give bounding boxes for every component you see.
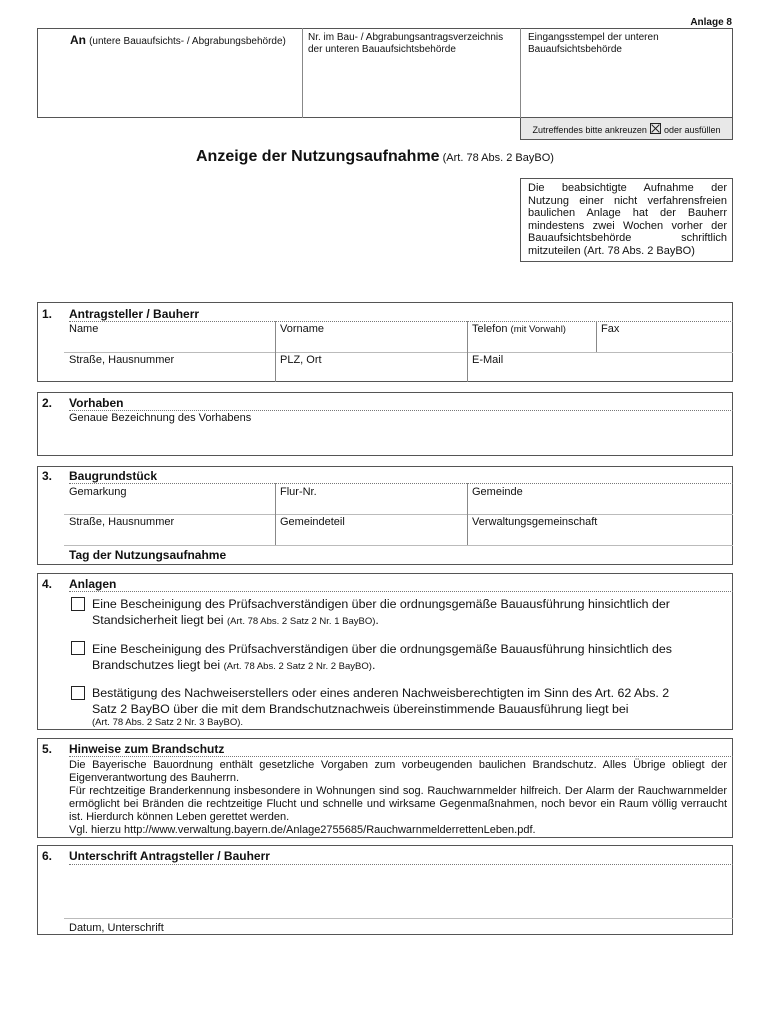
email-field[interactable]: E-Mail (472, 354, 504, 366)
register-number-label: Nr. im Bau- / Abgrabungsantragsverzeichnis der unteren Bauaufsichtsbehörde (308, 32, 504, 55)
anlage-nachweis-checkbox[interactable] (71, 686, 85, 700)
crossed-checkbox-icon (650, 123, 661, 134)
instruction-text (520, 123, 733, 135)
brandschutz-notes (69, 759, 727, 837)
signature-field[interactable]: Datum, Unterschrift (69, 922, 164, 934)
grundstueck-strasse-field[interactable]: Straße, Hausnummer (69, 516, 175, 528)
section-2-title: Vorhaben (69, 396, 124, 410)
anlage-text: Brandschutzes liegt bei (92, 658, 221, 672)
recipient-field[interactable] (70, 33, 286, 47)
anlage-text: Standsicherheit liegt bei (92, 613, 224, 627)
section-3-row-divider (64, 514, 733, 515)
brandschutz-note-2: Für rechtzeitige Branderkennung insbesondere in Wohnungen sind sog. Rauchwarnmelder hilfreich. Der Alarm der Rauchwarnmelder ermöglicht bei Bränden die rechtzeitige Flucht und schnelle und wirksame Gegenmaßnahmen, noch bevor ein Raum völlig verraucht ist. Hierdurch können Leben gerettet werden. (69, 785, 727, 823)
strasse-field[interactable]: Straße, Hausnummer (69, 354, 175, 366)
section-1-title: Antragsteller / Bauherr (69, 307, 200, 321)
anlage-ref: (Art. 78 Abs. 2 Satz 2 Nr. 3 BayBO). (92, 717, 244, 728)
telefon-note: (mit Vorwahl) (510, 324, 566, 335)
recipient-sublabel: (untere Bauaufsichts- / Abgrabungsbehörde) (89, 36, 286, 47)
section-3-row-divider (64, 545, 733, 546)
anlage-brandschutz-checkbox[interactable] (71, 641, 85, 655)
section-3-col-divider (467, 483, 468, 545)
section-1-row-divider (64, 352, 733, 353)
telefon-field[interactable] (472, 323, 566, 335)
flur-nr-field[interactable]: Flur-Nr. (280, 486, 317, 498)
section-1-rule (69, 321, 733, 322)
plz-ort-field[interactable]: PLZ, Ort (280, 354, 322, 366)
section-6-number: 6. (42, 849, 53, 863)
anlage-standsicherheit-checkbox[interactable] (71, 597, 85, 611)
anlage-text-line (92, 612, 722, 630)
anlage-nachweis-text (92, 685, 722, 729)
header-divider (302, 28, 303, 118)
section-2-number: 2. (42, 396, 53, 410)
verwaltungsgemeinschaft-field[interactable]: Verwaltungsgemeinschaft (472, 516, 598, 528)
fax-field[interactable]: Fax (601, 323, 620, 335)
section-3-rule (69, 483, 733, 484)
section-2-box (37, 392, 733, 456)
anlage-standsicherheit-text (92, 596, 722, 630)
instruction-part-b: oder ausfüllen (663, 125, 721, 135)
brandschutz-link[interactable]: Vgl. hierzu http://www.verwaltung.bayern.de/Anlage2755685/RauchwarnmelderrettenLeben.pdf. (69, 824, 536, 836)
anlage-text-line: Eine Bescheinigung des Prüfsachverständigen über die ordnungsgemäße Bauausführung hinsichtlich der (92, 597, 670, 611)
vorname-field[interactable]: Vorname (280, 323, 325, 335)
gemeindeteil-field[interactable]: Gemeindeteil (280, 516, 345, 528)
anlage-ref: (Art. 78 Abs. 2 Satz 2 Nr. 1 BayBO) (227, 616, 376, 627)
anlage-end: . (375, 613, 379, 627)
annex-label: Anlage 8 (690, 17, 732, 28)
anlage-ref: (Art. 78 Abs. 2 Satz 2 Nr. 2 BayBO) (223, 661, 372, 672)
anlage-text-line: Eine Bescheinigung des Prüfsachverständigen über die ordnungsgemäße Bauausführung hinsichtlich des (92, 642, 672, 656)
nutzungsaufnahme-date-field[interactable]: Tag der Nutzungsaufnahme (69, 548, 227, 562)
section-5-number: 5. (42, 742, 53, 756)
gemeinde-field[interactable]: Gemeinde (472, 486, 523, 498)
instruction-part-a: Zutreffendes bitte ankreuzen (532, 125, 647, 135)
section-3-title: Baugrundstück (69, 469, 158, 483)
page-title (196, 148, 554, 166)
anlage-text-line: Satz 2 BayBO über die mit dem Brandschutznachweis übereinstimmende Bauausführung liegt bei (92, 702, 629, 716)
header-divider (520, 28, 521, 118)
name-field[interactable]: Name (69, 323, 99, 335)
receipt-stamp-label: Eingangsstempel der unteren Bauaufsichtsbehörde (528, 32, 659, 55)
telefon-label: Telefon (472, 323, 508, 335)
section-1-col-divider (596, 321, 597, 352)
section-1-col-divider (275, 321, 276, 382)
anlage-text-line: Bestätigung des Nachweiserstellers oder eines anderen Nachweisberechtigten im Sinn des Art. 62 Abs. 2 (92, 686, 670, 700)
gemarkung-field[interactable]: Gemarkung (69, 486, 127, 498)
section-1-number: 1. (42, 307, 53, 321)
anlage-brandschutz-text (92, 641, 722, 675)
section-6-rule (69, 864, 733, 865)
section-5-rule (69, 756, 733, 757)
recipient-label: An (70, 33, 86, 47)
title-main: Anzeige der Nutzungsaufnahme (196, 148, 440, 165)
title-ref: (Art. 78 Abs. 2 BayBO) (442, 152, 554, 164)
section-3-number: 3. (42, 469, 53, 483)
section-2-rule (69, 410, 733, 411)
anlage-end: . (371, 658, 376, 672)
section-6-title: Unterschrift Antragsteller / Bauherr (69, 849, 270, 863)
signature-line (64, 918, 733, 919)
brandschutz-note-1: Die Bayerische Bauordnung enthält gesetzliche Vorgaben zum vorbeugenden baulichen Brandschutz. Alles Übrige obliegt der Eigenverantwortung des Bauherrn. (69, 759, 727, 784)
section-4-title: Anlagen (69, 577, 117, 591)
section-1-col-divider (467, 321, 468, 382)
section-3-col-divider (275, 483, 276, 545)
vorhaben-field[interactable]: Genaue Bezeichnung des Vorhabens (69, 412, 252, 424)
section-4-rule (69, 591, 733, 592)
anlage-text-line (92, 657, 722, 675)
section-4-number: 4. (42, 577, 53, 591)
section-5-title: Hinweise zum Brandschutz (69, 742, 225, 756)
info-text: Die beabsichtigte Aufnahme der Nutzung einer nicht verfahrensfreien baulichen Anlage hat der Bauherr mindestens zwei Wochen vorher der Bauaufsichtsbehörde schriftlich mitzuteilen (Art. 78 Abs. 2 BayBO) (528, 182, 727, 257)
